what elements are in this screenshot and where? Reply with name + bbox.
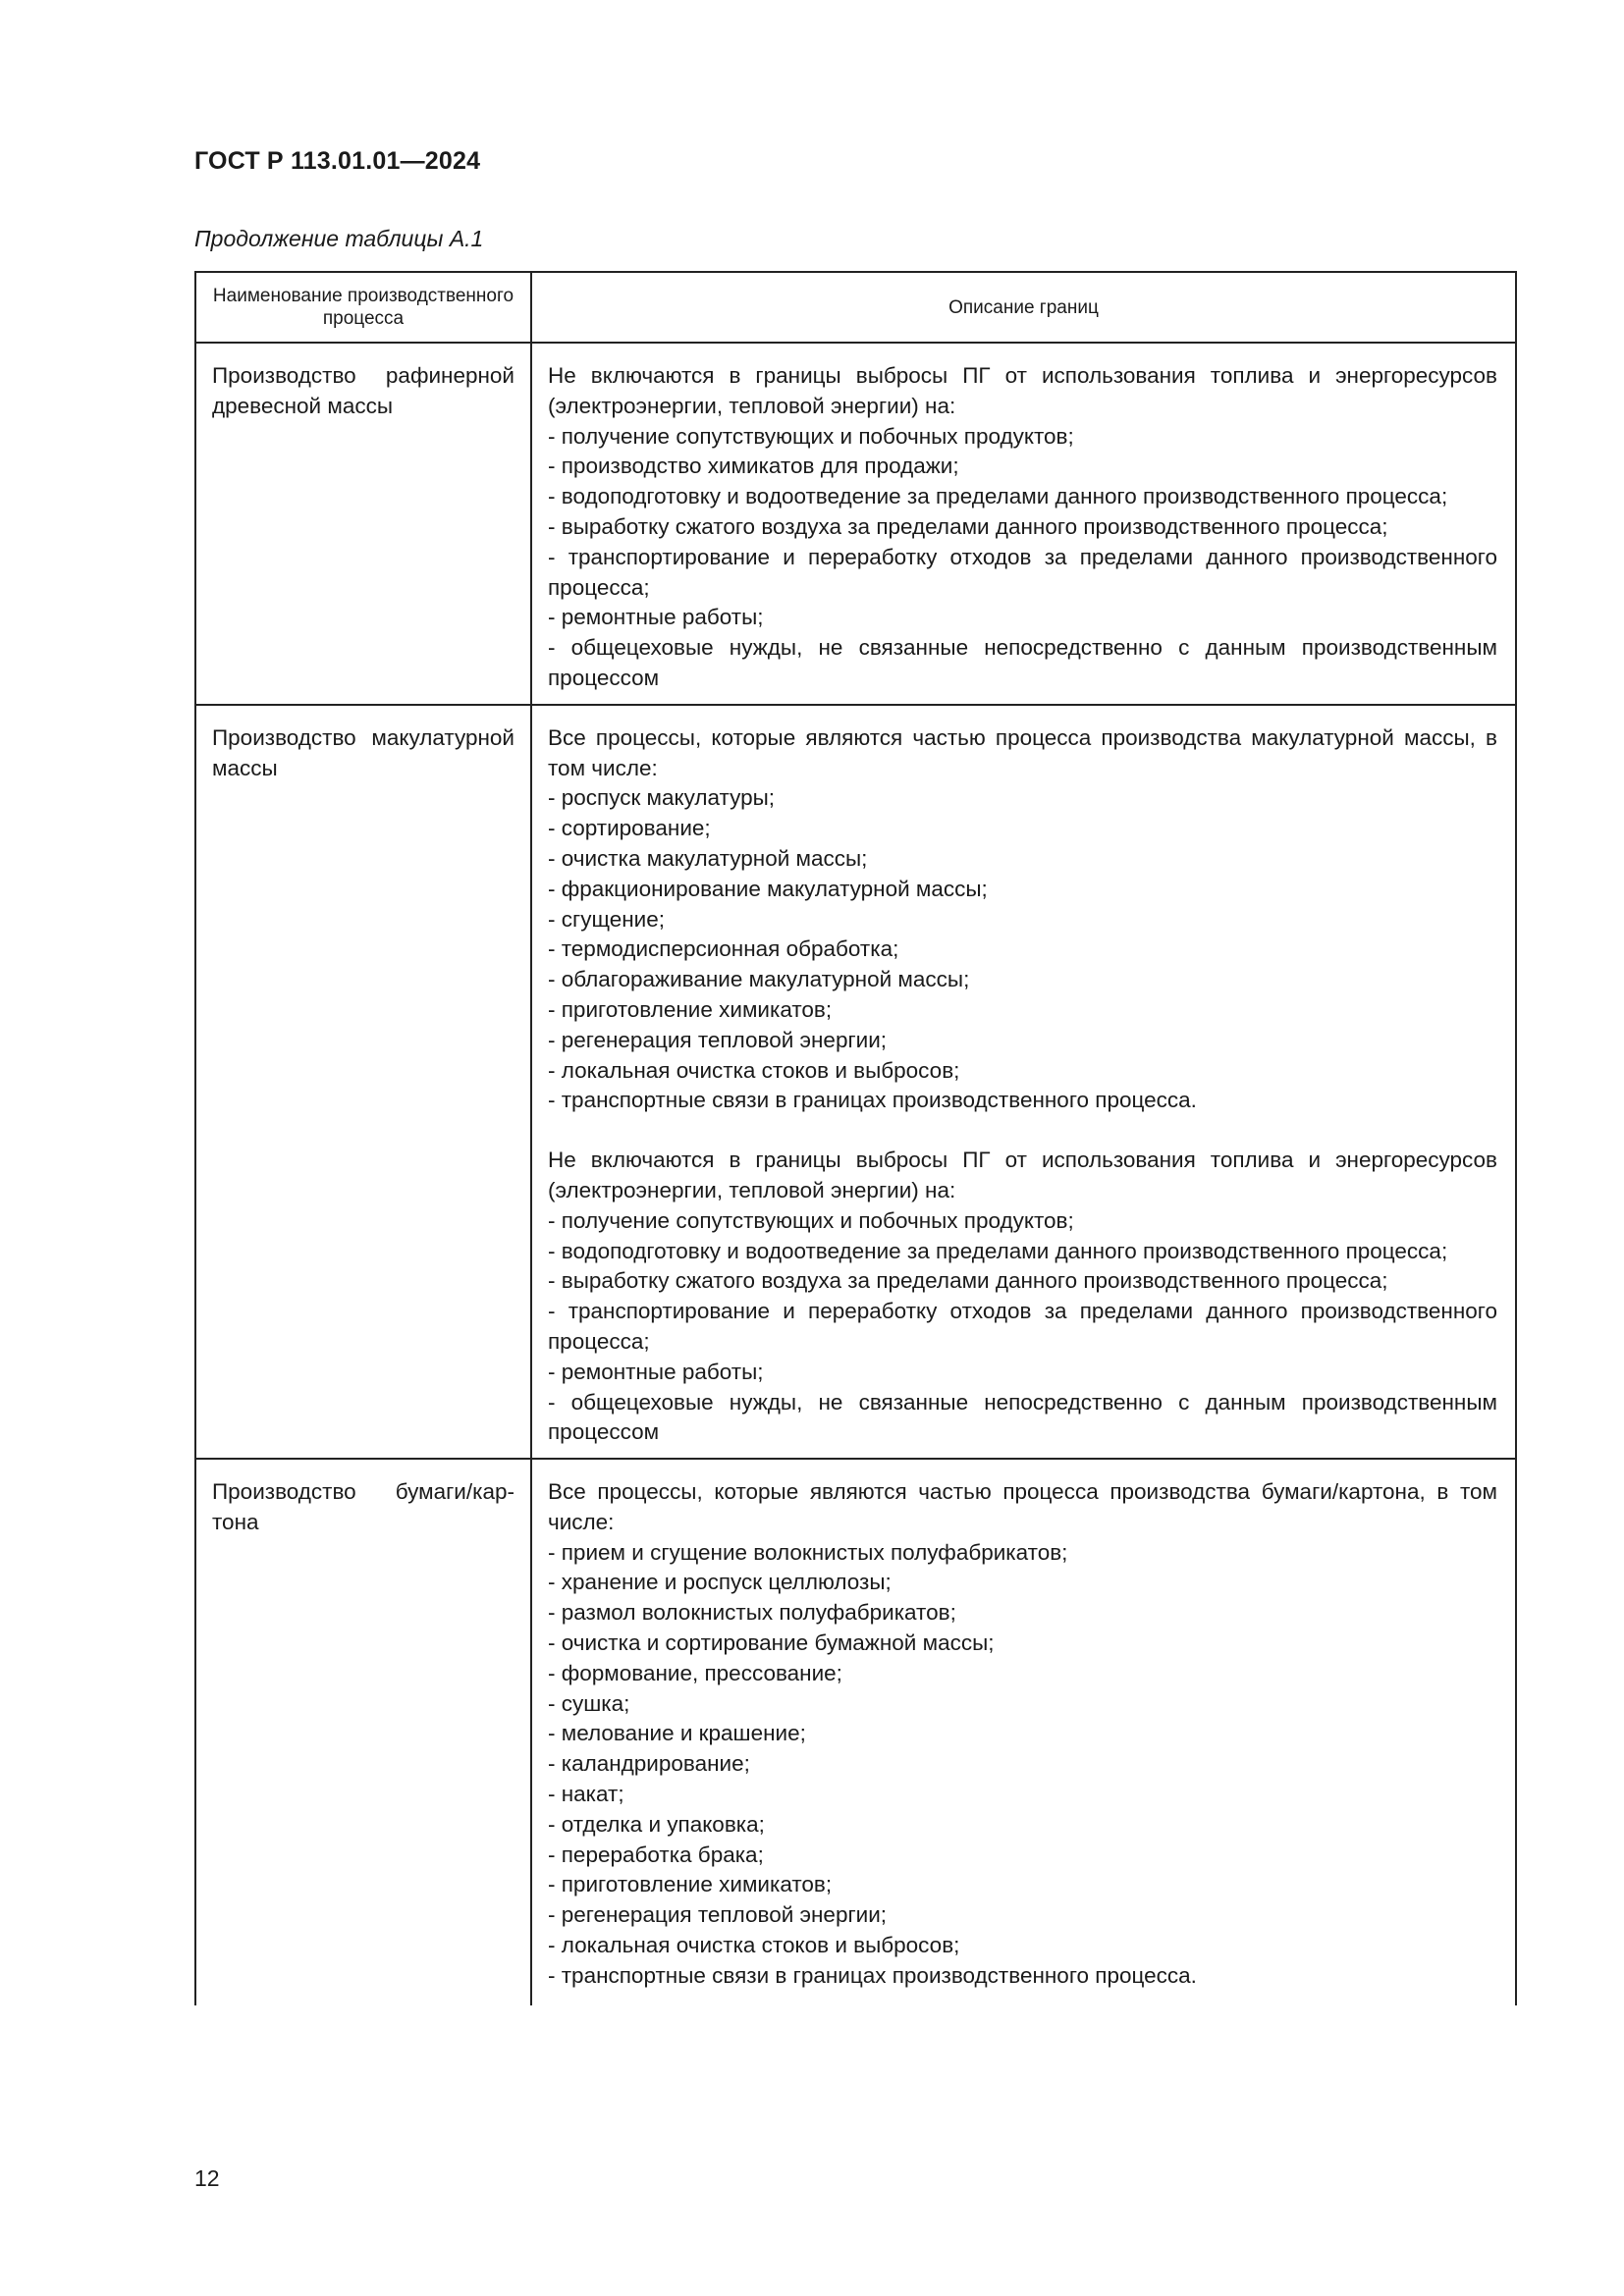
process-name-cell: [195, 705, 531, 1459]
table-row: [195, 1459, 1516, 2005]
page-number: 12: [194, 2165, 220, 2191]
list-item: - транспортирование и переработку отходов за пределами данного производственного процесса;: [548, 544, 1497, 600]
list-item: - сгущение;: [548, 906, 665, 932]
list-item: - сушка;: [548, 1690, 630, 1716]
list-item: - очистка и сортирование бумажной массы;: [548, 1630, 995, 1656]
exclusion-intro: Не включаются в границы выбросы ПГ от использования топлива и энергоресурсов (электроэнергии, тепловой энергии) на:: [548, 1148, 1497, 1202]
process-name: Производство бумаги/картона: [212, 1479, 514, 1534]
process-name: Производство макулатурной массы: [212, 724, 514, 780]
process-name-cell: [195, 343, 531, 705]
list-item: - водоподготовку и водоотведение за пределами данного производственного процесса;: [548, 484, 1448, 509]
table-caption: Продолжение таблицы А.1: [194, 226, 484, 251]
column-header-boundaries: Описание границ: [531, 272, 1516, 343]
list-item: - мелование и крашение;: [548, 1721, 806, 1746]
process-name: Производство рафинерной древесной массы: [212, 363, 514, 418]
list-item: - локальная очистка стоков и выбросов;: [548, 1057, 960, 1083]
boundary-description-cell: [531, 1459, 1516, 2005]
table-header-row: [195, 272, 1516, 343]
list-item: - получение сопутствующих и побочных продуктов;: [548, 423, 1074, 449]
list-item: - локальная очистка стоков и выбросов;: [548, 1933, 960, 1958]
list-item: - очистка макулатурной массы;: [548, 845, 868, 871]
process-name-cell: [195, 1459, 531, 2005]
list-item: - фракционирование макулатурной массы;: [548, 876, 988, 901]
list-item: - транспортные связи в границах производственного процесса.: [548, 1962, 1197, 1988]
list-item: - отделка и упаковка;: [548, 1811, 765, 1837]
list-item: - регенерация тепловой энергии;: [548, 1902, 888, 1928]
document-code: ГОСТ Р 113.01.01—2024: [194, 147, 481, 175]
boundaries-table: [194, 271, 1517, 2005]
list-item: - каландрирование;: [548, 1751, 750, 1777]
list-item: - ремонтные работы;: [548, 605, 764, 630]
list-item: - регенерация тепловой энергии;: [548, 1027, 888, 1052]
exclusion-intro: Не включаются в границы выбросы ПГ от использования топлива и энергоресурсов (электроэнергии, тепловой энергии) на:: [548, 363, 1497, 418]
inclusion-intro: Все процессы, которые являются частью процесса производства макулатурной массы, в том числе:: [548, 724, 1497, 780]
boundary-description-cell: [531, 705, 1516, 1459]
list-item: - общецеховые нужды, не связанные непосредственно с данным производственным процессом: [548, 635, 1497, 690]
list-item: - получение сопутствующих и побочных продуктов;: [548, 1207, 1074, 1233]
list-item: - накат;: [548, 1782, 624, 1807]
list-item: - размол волокнистых полуфабрикатов;: [548, 1600, 956, 1626]
list-item: - хранение и роспуск целлюлозы;: [548, 1570, 892, 1595]
list-item: - термодисперсионная обработка;: [548, 936, 899, 962]
list-item: - приготовление химикатов;: [548, 1872, 833, 1897]
list-item: - общецеховые нужды, не связанные непосредственно с данным производственным процессом: [548, 1389, 1497, 1445]
list-item: - облагораживание макулатурной массы;: [548, 967, 970, 992]
list-item: - прием и сгущение волокнистых полуфабрикатов;: [548, 1539, 1068, 1565]
list-item: - водоподготовку и водоотведение за пределами данного производственного процесса;: [548, 1238, 1448, 1263]
list-item: - переработка брака;: [548, 1842, 764, 1867]
list-item: - транспортные связи в границах производственного процесса.: [548, 1088, 1197, 1113]
list-item: - выработку сжатого воздуха за пределами данного производственного процесса;: [548, 1268, 1388, 1294]
list-item: - сортирование;: [548, 816, 711, 841]
inclusion-intro: Все процессы, которые являются частью процесса производства бумаги/картона, в том числе:: [548, 1479, 1497, 1534]
column-header-process-name: Наименование производственного процесса: [195, 272, 531, 343]
table-row: [195, 705, 1516, 1459]
list-item: - роспуск макулатуры;: [548, 785, 776, 811]
list-item: - приготовление химикатов;: [548, 996, 833, 1022]
boundary-description-cell: [531, 343, 1516, 705]
list-item: - ремонтные работы;: [548, 1359, 764, 1384]
list-item: - формование, прессование;: [548, 1660, 842, 1685]
list-item: - производство химикатов для продажи;: [548, 454, 959, 479]
table-row: [195, 343, 1516, 705]
list-item: - выработку сжатого воздуха за пределами данного производственного процесса;: [548, 513, 1388, 539]
list-item: - транспортирование и переработку отходов за пределами данного производственного процесса;: [548, 1299, 1497, 1354]
